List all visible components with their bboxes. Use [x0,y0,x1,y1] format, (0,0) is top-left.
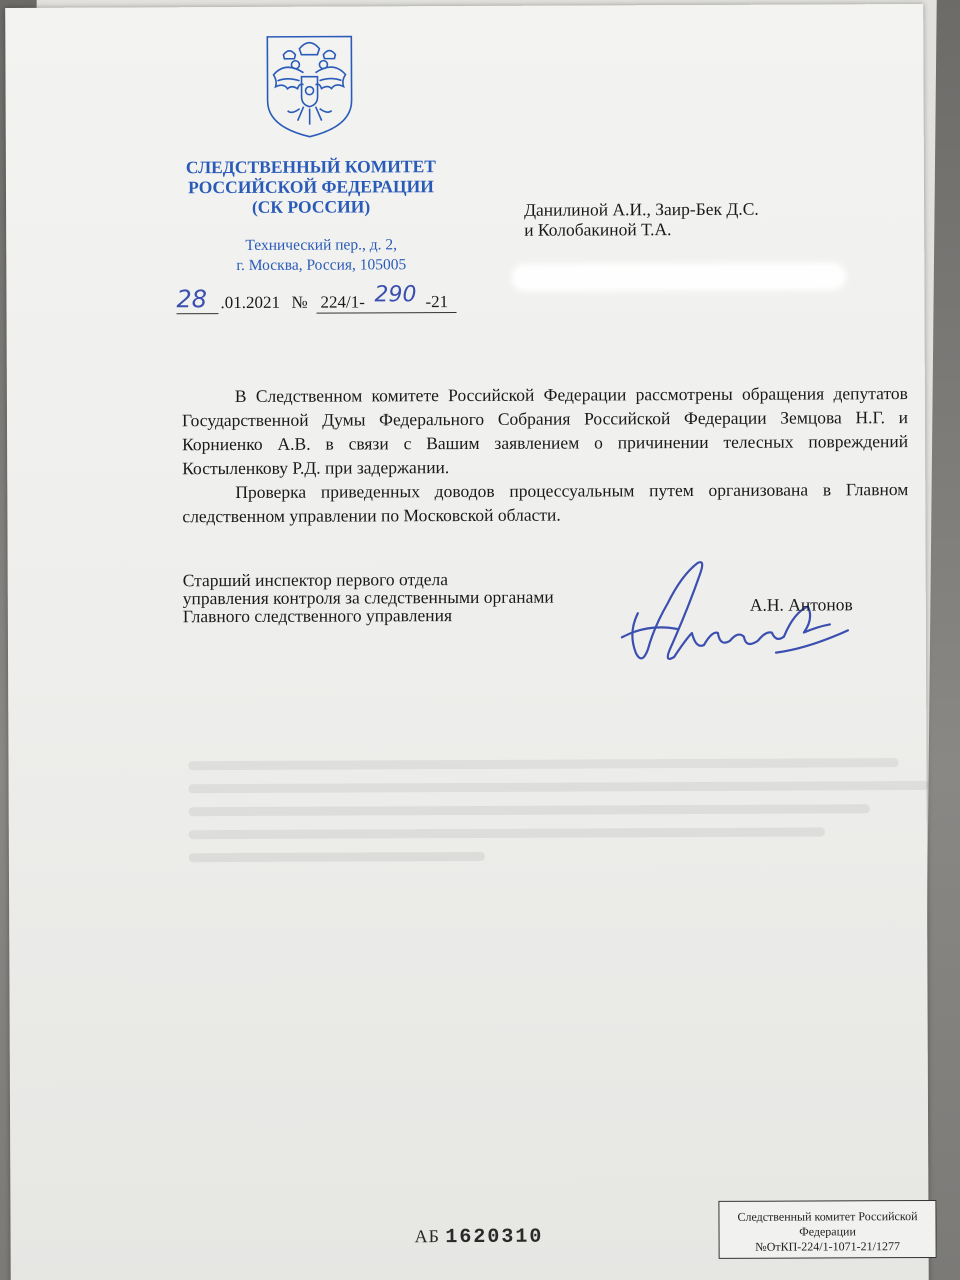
registration-day-handwritten: 28 [176,285,208,314]
registration-line [176,282,476,323]
registration-number-handwritten: 290 [374,282,417,308]
registration-number-prefix: 224/1- [320,292,365,312]
stamp-line2: Федерации [799,1224,856,1239]
org-name-line2: РОССИЙСКОЙ ФЕДЕРАЦИИ [188,176,434,198]
signer-name: А.Н. Антонов [749,594,853,615]
org-name-line3: (СК РОССИИ) [251,196,371,217]
recipient-line2: и Колобакиной Т.А. [524,219,672,240]
registration-number-suffix: -21 [425,292,449,312]
recipient-block [524,198,854,239]
organization-name [156,156,466,217]
stamp-line3: №ОтКП-224/1-1071-21/1277 [755,1239,900,1254]
serial-number: 1620310 [445,1225,544,1250]
address-line1: Технический пер., д. 2, [245,236,398,254]
organization-address [196,235,446,276]
day-underline [177,313,219,314]
signer-position-line1: Старший инспектор первого отдела [182,569,449,591]
address-line2: г. Москва, Россия, 105005 [236,256,407,275]
show-through-text [188,744,929,897]
body-paragraph-2: Проверка приведенных доводов процессуальным путем организована в Главном следственном управлении по Московской области. [182,479,909,527]
recipient-line1: Данилиной А.И., Заир-Бек Д.С. [524,198,759,220]
signer-position-line2: управления контроля за следственными органами [182,586,554,609]
signer-position-line3: Главного следственного управления [182,605,453,627]
number-underline [317,312,457,314]
registration-date: .01.2021 [220,292,281,313]
russian-coat-of-arms-icon [263,30,355,138]
registration-stamp [718,1200,936,1259]
org-name-line1: СЛЕДСТВЕННЫЙ КОМИТЕТ [185,156,436,178]
body-paragraph-1: В Следственном комитете Российской Федерации рассмотрены обращения депутатов Государственной Думы Федерального Собрания Российской Федерации Земцова Н.Г. и Корниенко А.В. в связи с Вашим заявлением о причинении телесных повреждений Костыленкову Р.Д. при задержании. [181,383,909,479]
handwritten-signature-icon [608,552,859,683]
stamp-line1: Следственный комитет Российской [737,1209,918,1224]
document-page [5,4,929,1280]
serial-series: АБ [414,1226,440,1247]
redacted-address [511,262,846,291]
number-sign: № [291,292,308,312]
signer-position [183,569,643,625]
form-serial-number [415,1226,544,1250]
letter-body [182,381,909,528]
